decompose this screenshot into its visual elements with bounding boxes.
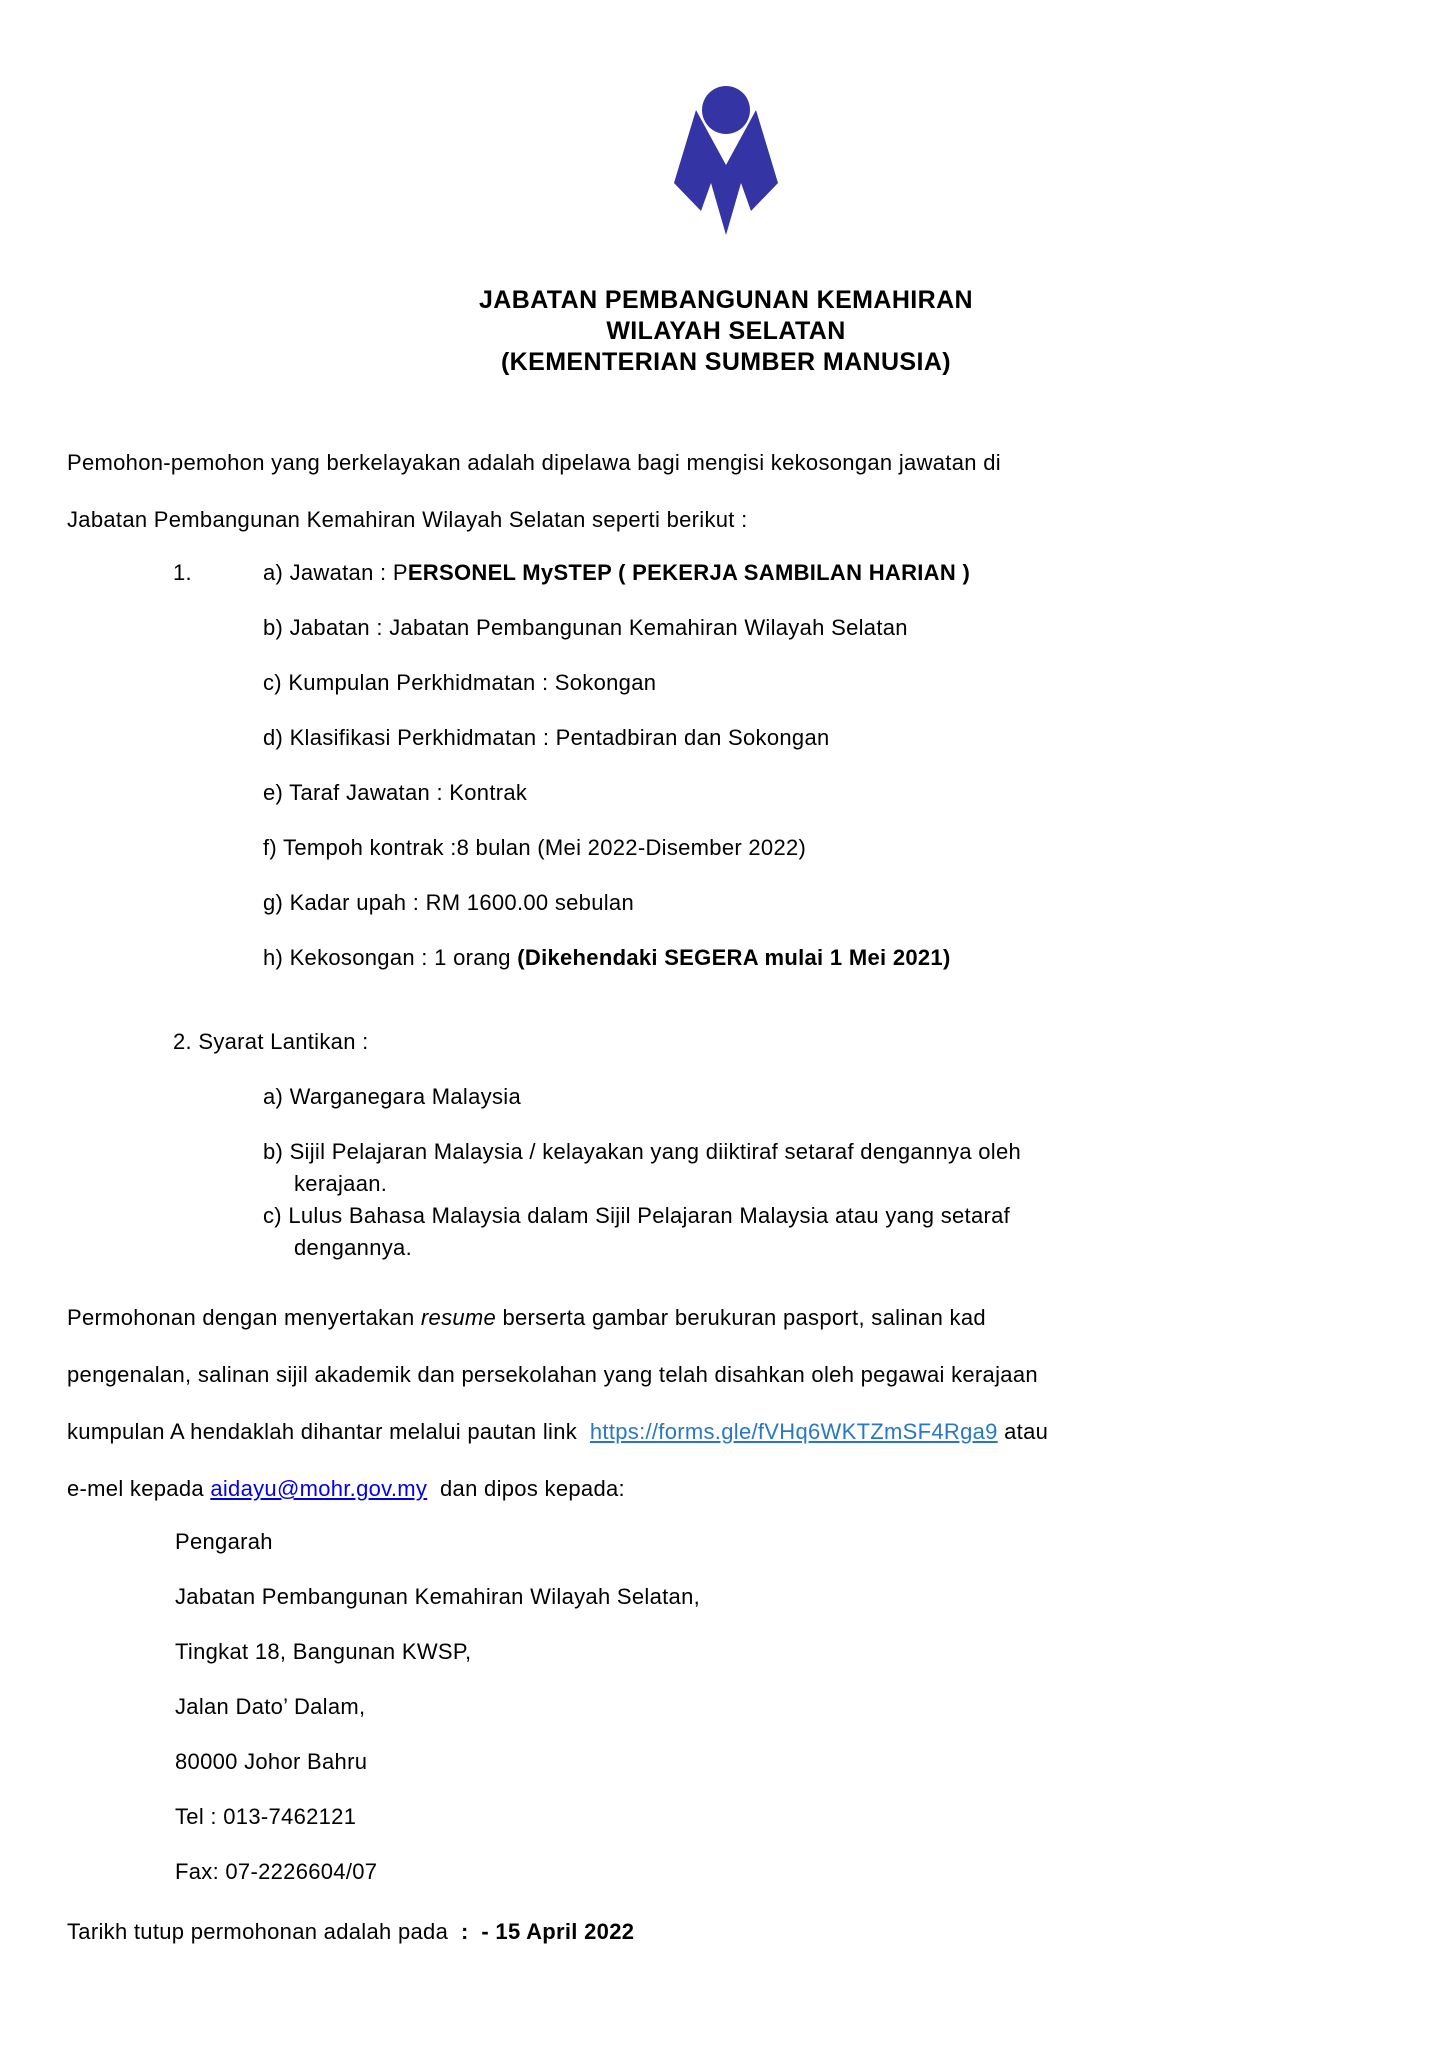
address-line-tingkat: Tingkat 18, Bangunan KWSP, <box>175 1639 472 1664</box>
requirement-bahasa-line2: dengannya. <box>294 1235 412 1260</box>
list-number: 1. <box>173 560 192 585</box>
instructions-line1-pre: Permohonan dengan menyertakan <box>67 1305 421 1330</box>
postal-address <box>175 1526 1385 1888</box>
closing-date-value: : - 15 April 2022 <box>460 1919 635 1944</box>
kekosongan-note-bold: (Dikehendaki SEGERA mulai 1 Mei 2021) <box>517 945 951 970</box>
instructions-line3-pre: kumpulan A hendaklah dihantar melalui pautan link <box>67 1419 590 1444</box>
vacancy-details-list <box>67 557 1385 974</box>
mohr-person-m-logo-icon <box>674 85 778 235</box>
closing-date-line <box>67 1916 1385 1948</box>
instructions-line4-post: dan dipos kepada: <box>427 1476 625 1501</box>
application-instructions <box>67 1289 1385 1517</box>
page-title <box>67 285 1385 378</box>
requirement-spm-line2: kerajaan. <box>294 1171 388 1196</box>
vacancy-item-jabatan: b) Jabatan : Jabatan Pembangunan Kemahiran Wilayah Selatan <box>263 615 908 640</box>
requirements-heading: 2. Syarat Lantikan : <box>173 1029 369 1054</box>
vacancy-item-klasifikasi: d) Klasifikasi Perkhidmatan : Pentadbiran dan Sokongan <box>263 725 830 750</box>
vacancy-item-kekosongan <box>263 942 1385 974</box>
logo-container <box>67 85 1385 235</box>
instructions-line4-pre: e-mel kepada <box>67 1476 211 1501</box>
requirement-bahasa <box>263 1200 1385 1264</box>
vacancy-item-tempoh: f) Tempoh kontrak :8 bulan (Mei 2022-Disember 2022) <box>263 835 807 860</box>
instructions-line3-post: atau <box>997 1419 1049 1444</box>
instructions-line3 <box>67 1403 1385 1460</box>
vacancy-item-jawatan <box>263 557 1385 589</box>
closing-date-label: Tarikh tutup permohonan adalah pada <box>67 1919 461 1944</box>
instructions-line1 <box>67 1289 1385 1346</box>
address-line-jabatan: Jabatan Pembangunan Kemahiran Wilayah Selatan, <box>175 1584 701 1609</box>
vacancy-item-kumpulan: c) Kumpulan Perkhidmatan : Sokongan <box>263 670 657 695</box>
org-name-line1: JABATAN PEMBANGUNAN KEMAHIRAN <box>479 286 973 314</box>
instructions-line2: pengenalan, salinan sijil akademik dan persekolahan yang telah disahkan oleh pegawai kerajaan <box>67 1362 1038 1387</box>
instructions-line1-post: berserta gambar berukuran pasport, salinan kad <box>496 1305 986 1330</box>
instructions-line4 <box>67 1460 1385 1517</box>
resume-italic: resume <box>420 1305 497 1330</box>
kekosongan-label: h) Kekosongan : 1 orang <box>263 945 518 970</box>
intro-paragraph <box>67 434 1385 548</box>
requirement-bahasa-line1: c) Lulus Bahasa Malaysia dalam Sijil Pelajaran Malaysia atau yang setaraf <box>263 1203 1011 1228</box>
vacancy-item-kadar-upah: g) Kadar upah : RM 1600.00 sebulan <box>263 890 634 915</box>
intro-line1: Pemohon-pemohon yang berkelayakan adalah dipelawa bagi mengisi kekosongan jawatan di <box>67 450 1001 475</box>
requirements-section <box>67 1026 1385 1264</box>
address-line-tel: Tel : 013-7462121 <box>175 1804 357 1829</box>
jawatan-value-bold: ERSONEL MySTEP ( PEKERJA SAMBILAN HARIAN ) <box>407 560 971 585</box>
jawatan-label: a) Jawatan : P <box>263 560 408 585</box>
org-name-line3: (KEMENTERIAN SUMBER MANUSIA) <box>500 348 952 376</box>
requirement-citizenship: a) Warganegara Malaysia <box>263 1084 521 1109</box>
address-line-jalan: Jalan Dato’ Dalam, <box>175 1694 366 1719</box>
address-line-fax: Fax: 07-2226604/07 <box>175 1859 378 1884</box>
email-link[interactable]: aidayu@mohr.gov.my <box>210 1476 428 1501</box>
address-line-pengarah: Pengarah <box>175 1529 273 1554</box>
org-name-line2: WILAYAH SELATAN <box>606 317 846 345</box>
vacancy-item-taraf: e) Taraf Jawatan : Kontrak <box>263 780 528 805</box>
address-line-poskod: 80000 Johor Bahru <box>175 1749 368 1774</box>
requirement-spm <box>263 1136 1385 1200</box>
requirement-spm-line1: b) Sijil Pelajaran Malaysia / kelayakan yang diiktiraf setaraf dengannya oleh <box>263 1139 1022 1164</box>
intro-line2: Jabatan Pembangunan Kemahiran Wilayah Selatan seperti berikut : <box>67 507 748 532</box>
google-forms-link[interactable]: https://forms.gle/fVHq6WKTZmSF4Rga9 <box>589 1419 998 1444</box>
